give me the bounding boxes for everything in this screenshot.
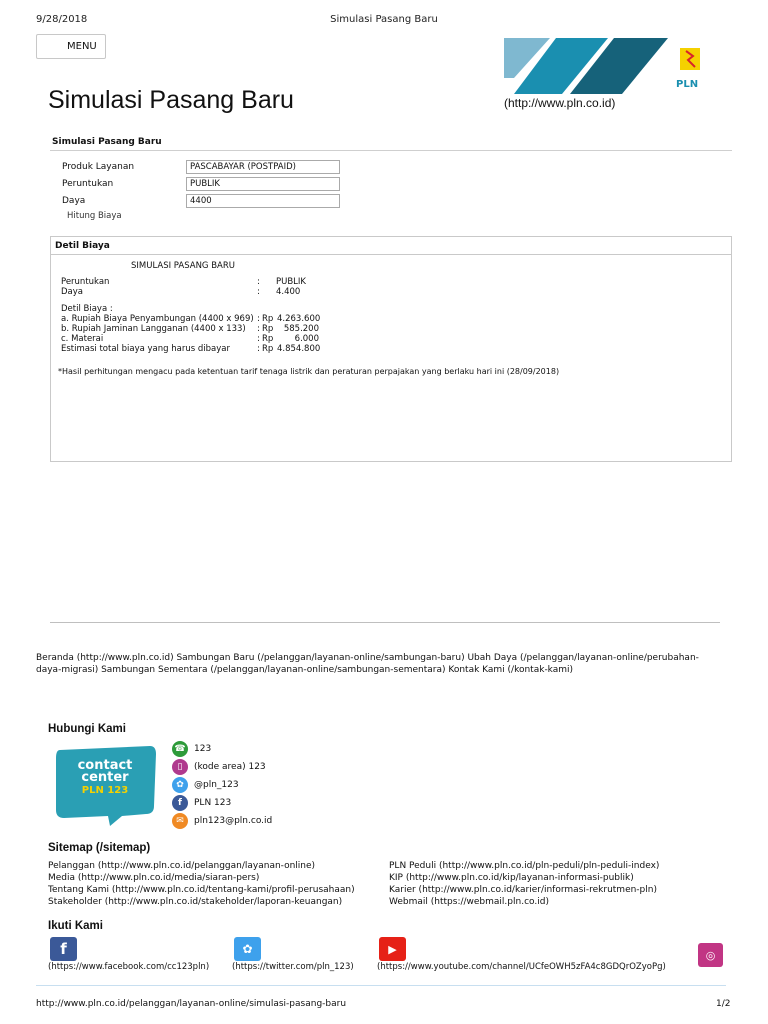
contact-email[interactable] [172,813,272,829]
cost-row-currency: Rp [262,314,274,324]
youtube-icon[interactable]: ▶ [379,937,406,961]
calculation-note: *Hasil perhitungan mengacu pada ketentuan tarif tenaga listrik dan peraturan perpajakan yang berlaku hari ini (28/09/2018) [58,367,560,376]
print-page-number: 1/2 [716,999,731,1009]
pln-banner-logo[interactable] [504,38,720,94]
phone-icon: ☎ [172,741,188,757]
simulasi-heading: SIMULASI PASANG BARU [131,261,235,271]
sitemap-link[interactable]: Tentang Kami (http://www.pln.co.id/tentang-kami/profil-perusahaan) [48,885,355,895]
total-row-amount: 4.854.800 [277,344,321,354]
peruntukan-result-label: Peruntukan [61,277,110,287]
sitemap-link[interactable]: PLN Peduli (http://www.pln.co.id/pln-peduli/pln-peduli-index) [389,861,660,871]
footer-links-line[interactable]: Beranda (http://www.pln.co.id) Sambungan Baru (/pelanggan/layanan-online/sambungan-baru) Ubah Daya (/pelanggan/layanan-online/perubahan- [36,653,699,663]
cost-row-amount: 585.200 [283,324,319,334]
facebook-icon[interactable]: f [50,937,77,961]
instagram-icon[interactable]: ◎ [698,943,723,967]
detil-biaya-panel [50,236,732,462]
contact-heading: Hubungi Kami [48,723,126,735]
cost-row-amount: 4.263.600 [277,314,321,324]
logo-text: PLN [676,79,699,90]
contact-twitter-text: @pln_123 [194,780,239,790]
peruntukan-select[interactable]: PUBLIK [186,177,340,191]
total-row-label: Estimasi total biaya yang harus dibayar [61,344,230,354]
detil-list-title: Detil Biaya : [61,304,113,314]
sitemap-link[interactable]: Pelanggan (http://www.pln.co.id/pelanggan/layanan-online) [48,861,316,871]
mobile-icon: ▯ [172,759,188,775]
cost-row-label: c. Materai [61,334,104,344]
produk-layanan-select[interactable]: PASCABAYAR (POSTPAID) [186,160,340,174]
peruntukan-result-sep: : [257,277,260,287]
daya-result-sep: : [257,287,260,297]
twitter-url[interactable]: (https://twitter.com/pln_123) [232,962,354,972]
cost-row-label: a. Rupiah Biaya Penyambungan (4400 x 969) [61,314,254,324]
contact-mobile-text: (kode area) 123 [194,762,266,772]
contact-facebook-text: PLN 123 [194,798,232,808]
daya-result-label: Daya [61,287,83,297]
cost-row-sep: : [257,314,260,324]
badge-pln-text: PLN 123 [81,785,129,796]
facebook-url[interactable]: (https://www.facebook.com/cc123pln) [48,962,210,972]
content-divider [50,622,720,623]
youtube-url[interactable]: (https://www.youtube.com/channel/UCfeOWH5zFA4c8GDQrOZyoPg) [377,962,666,972]
detil-biaya-title: Detil Biaya [51,237,731,255]
produk-layanan-label: Produk Layanan [62,162,135,172]
footer-links-line[interactable]: daya-migrasi) Sambungan Sementara (/pelanggan/layanan-online/sambungan-sementara) Kontak Kami (/kontak-kami) [36,665,574,675]
cost-row-sep: : [257,334,260,344]
daya-label: Daya [62,196,86,206]
contact-phone[interactable] [172,741,211,757]
print-page-title: Simulasi Pasang Baru [330,14,438,25]
contact-mobile[interactable] [172,759,266,775]
cost-row-sep: : [257,324,260,334]
sitemap-heading[interactable]: Sitemap (/sitemap) [48,842,151,854]
total-row-sep: : [257,344,260,354]
print-url: http://www.pln.co.id/pelanggan/layanan-online/simulasi-pasang-baru [36,999,347,1009]
peruntukan-label: Peruntukan [62,179,114,189]
sitemap-link[interactable]: Stakeholder (http://www.pln.co.id/stakeholder/laporan-keuangan) [48,897,343,907]
menu-button[interactable]: MENU [36,34,106,59]
site-link[interactable]: (http://www.pln.co.id) [504,96,616,110]
email-icon: ✉ [172,813,188,829]
cost-row-currency: Rp [262,324,274,334]
sitemap-link[interactable]: KIP (http://www.pln.co.id/kip/layanan-informasi-publik) [389,873,634,883]
print-date: 9/28/2018 [36,14,88,25]
contact-facebook[interactable] [172,795,231,811]
footer-divider [36,985,726,986]
form-section-title: Simulasi Pasang Baru [52,137,162,147]
form-divider [50,150,732,151]
twitter-icon[interactable]: ✿ [234,937,261,961]
sitemap-link[interactable]: Media (http://www.pln.co.id/media/siaran-pers) [48,873,260,883]
badge-center-text: center [81,770,129,785]
contact-center-badge [52,744,158,826]
twitter-icon: ✿ [172,777,188,793]
contact-twitter[interactable] [172,777,239,793]
cost-row-amount: 6.000 [294,334,319,344]
cost-row-currency: Rp [262,334,274,344]
social-heading: Ikuti Kami [48,920,103,932]
facebook-icon: f [172,795,188,811]
contact-email-text: pln123@pln.co.id [194,816,273,826]
badge-contact-text: contact [77,758,133,773]
page-title: Simulasi Pasang Baru [48,86,294,114]
sitemap-link[interactable]: Karier (http://www.pln.co.id/karier/informasi-rekrutmen-pln) [389,885,657,895]
cost-row-label: b. Rupiah Jaminan Langganan (4400 x 133) [61,324,246,334]
peruntukan-result-value: PUBLIK [276,277,306,287]
daya-result-value: 4.400 [276,287,301,297]
contact-phone-text: 123 [194,744,212,754]
daya-select[interactable]: 4400 [186,194,340,208]
sitemap-link[interactable]: Webmail (https://webmail.pln.co.id) [389,897,549,907]
hitung-biaya-button[interactable]: Hitung Biaya [67,211,122,221]
total-row-currency: Rp [262,344,274,354]
footer-nav-links[interactable] [36,652,726,676]
